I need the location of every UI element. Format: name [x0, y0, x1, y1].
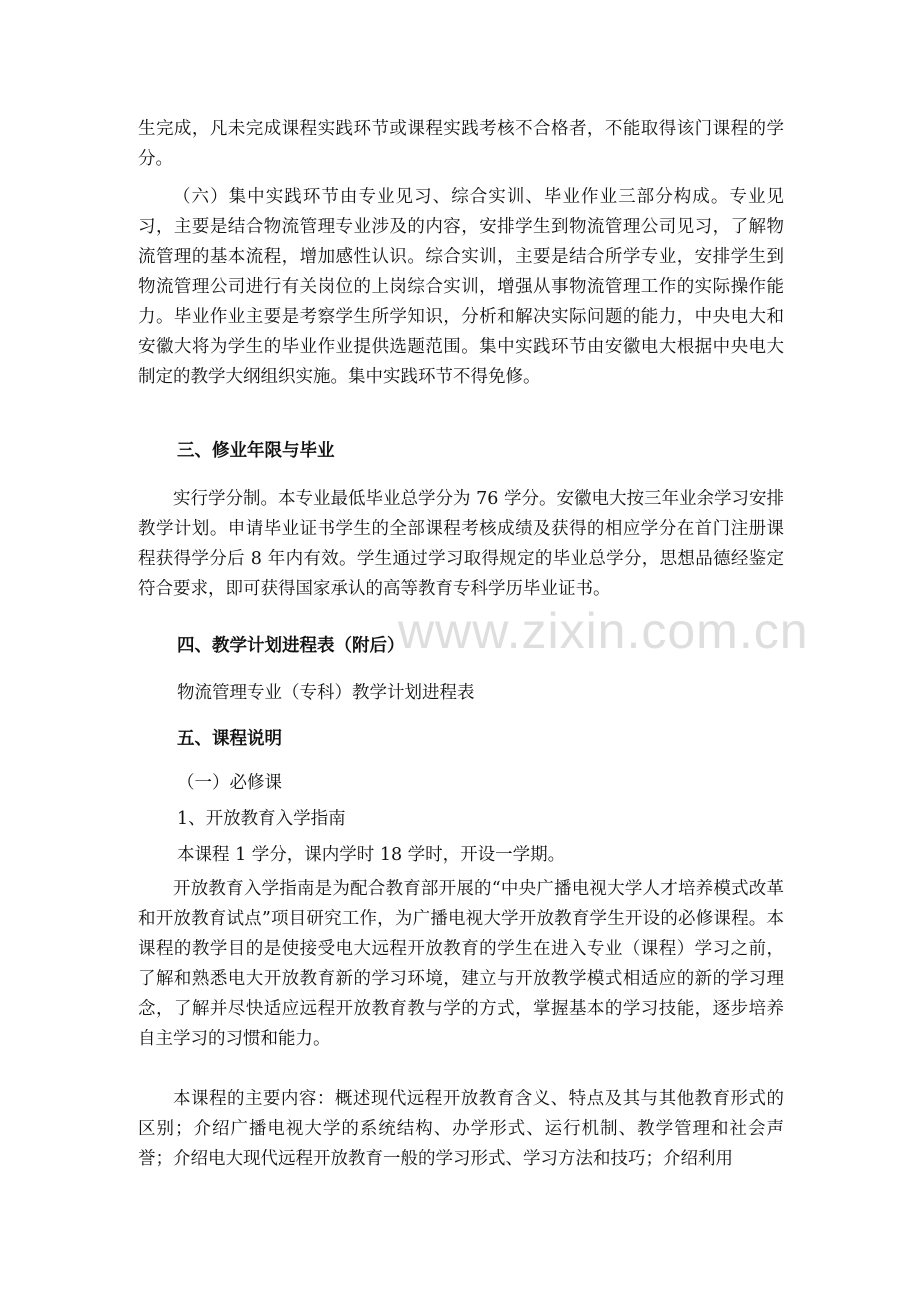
course-credits-line: 本课程 1 学分，课内学时 18 学时，开设一学期。: [177, 845, 566, 865]
section-heading-graduation: 三、修业年限与毕业: [177, 441, 335, 461]
watermark-text: www.zixin.com.cn: [398, 603, 809, 659]
section-heading-schedule: 四、教学计划进程表（附后）: [177, 636, 405, 656]
paragraph-course-content: 本课程的主要内容：概述现代远程开放教育含义、特点及其与其他教育形式的区别；介绍广播电视大学的系统结构、办学形式、运行机制、教学管理和社会声誉；介绍电大现代远程开放教育一般的学习形式、学习方法和技巧；介绍利用: [138, 1089, 784, 1169]
table-title-line: 物流管理专业（专科）教学计划进程表: [177, 683, 475, 703]
paragraph-practice-completion: 生完成，凡未完成课程实践环节或课程实践考核不合格者，不能取得该门课程的学分。: [138, 119, 784, 169]
paragraph-concentrated-practice: （六）集中实践环节由专业见习、综合实训、毕业作业三部分构成。专业见习，主要是结合物流管理专业涉及的内容，安排学生到物流管理公司见习，了解物流管理的基本流程，增加感性认识。综合实训，主要是结合所学专业，安排学生到物流管理公司进行有关岗位的上岗综合实训，增强从事物流管理工作的实际操作能力。毕业作业主要是考察学生所学知识，分析和解决实际问题的能力，中央电大和安徽大将为学生的毕业作业提供选题范围。集中实践环节由安徽电大根据中央电大制定的教学大纲组织实施。集中实践环节不得免修。: [138, 187, 784, 387]
subheading-required-courses: （一）必修课: [177, 773, 282, 793]
section-heading-course-description: 五、课程说明: [177, 729, 282, 749]
paragraph-credit-system: 实行学分制。本专业最低毕业总学分为 76 学分。安徽电大按三年业余学习安排教学计划。申请毕业证书学生的全部课程考核成绩及获得的相应学分在首门注册课程获得学分后 8 年内有效。学生通过学习取得规定的毕业总学分，思想品德经鉴定符合要求，即可获得国家承认的高等教育专科学历毕业证书。: [138, 489, 784, 599]
paragraph-course-purpose: 开放教育入学指南是为配合教育部开展的“中央广播电视大学人才培养模式改革和开放教育试点”项目研究工作，为广播电视大学开放教育学生开设的必修课程。本课程的教学目的是使接受电大远程开放教育的学生在进入专业（课程）学习之前，了解和熟悉电大开放教育新的学习环境，建立与开放教学模式相适应的新的学习理念，了解并尽快适应远程开放教育教与学的方式，掌握基本的学习技能，逐步培养自主学习的习惯和能力。: [138, 879, 784, 1049]
course-item-title: 1、开放教育入学指南: [177, 809, 346, 829]
